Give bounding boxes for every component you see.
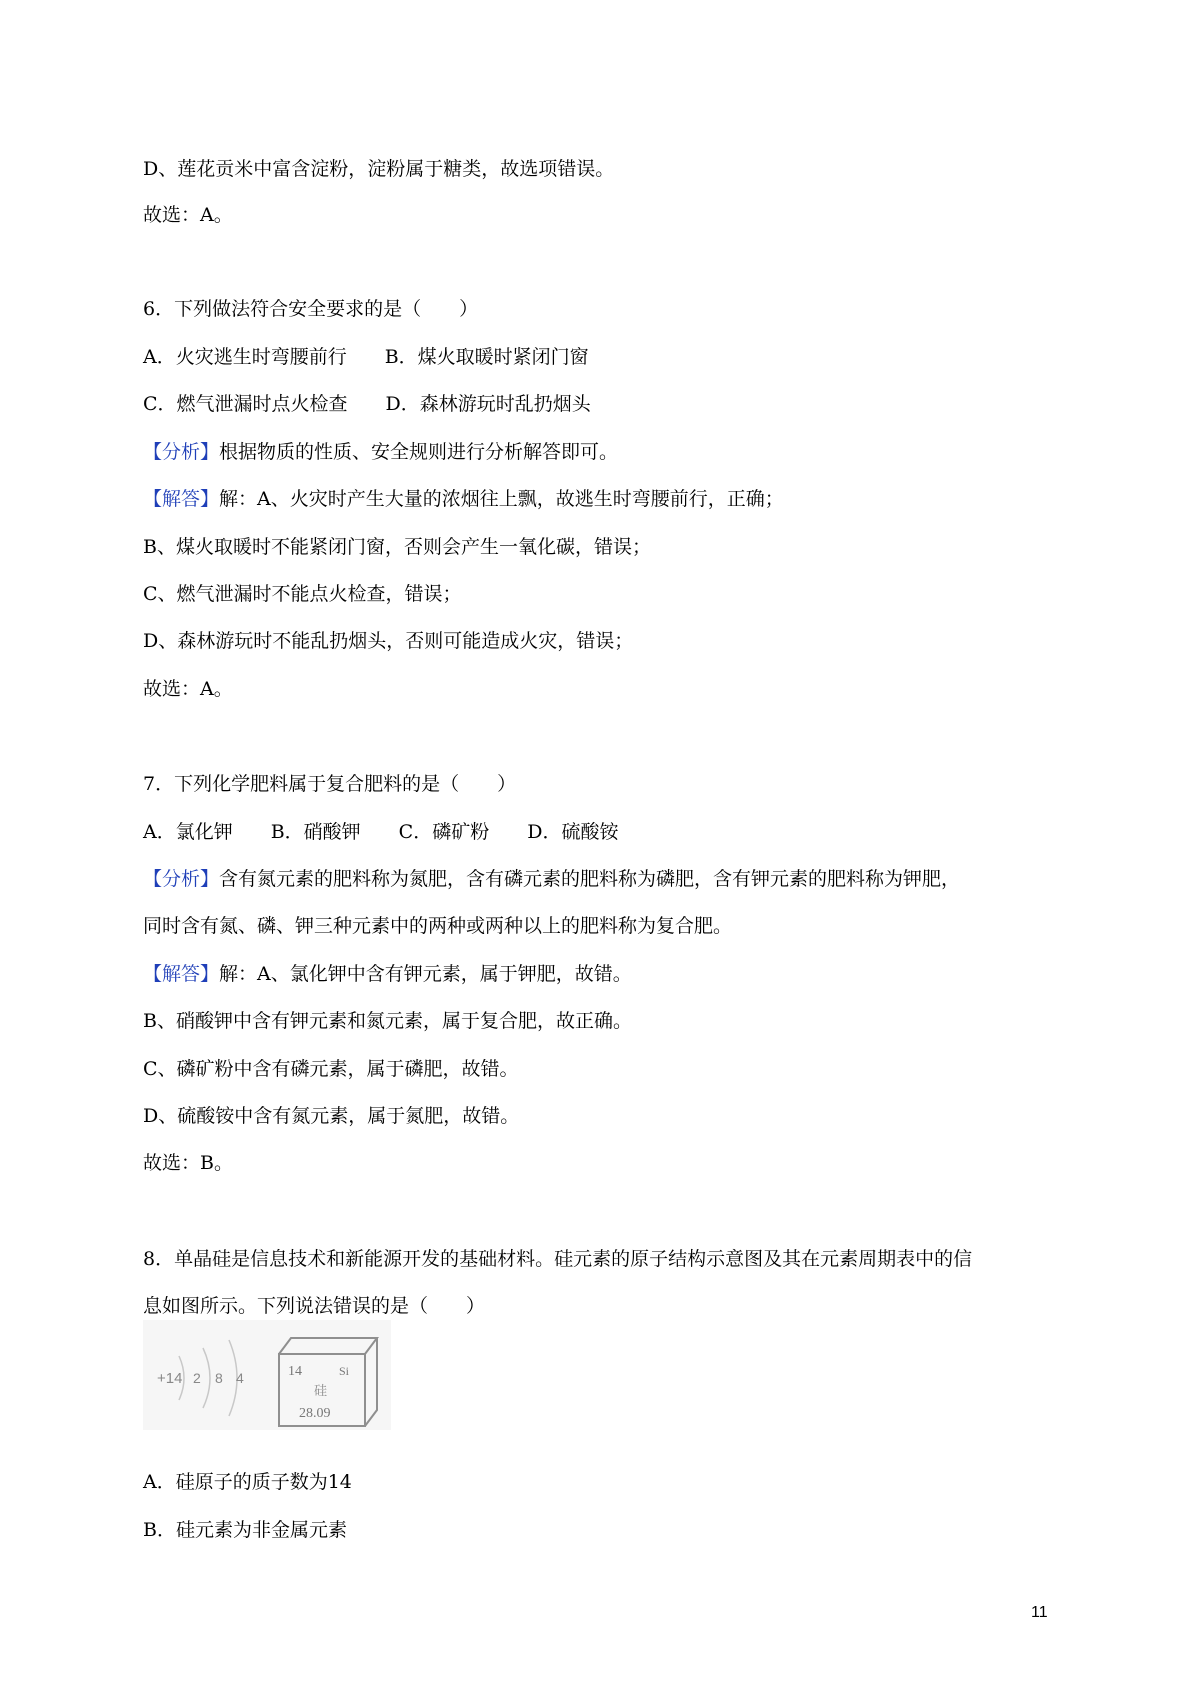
analysis-tag: 【分析】 xyxy=(143,868,220,890)
question-8-stem-cont: 息如图所示。下列说法错误的是（ ） xyxy=(143,1295,486,1317)
atomic-mass: 28.09 xyxy=(299,1406,331,1421)
text-line: 故选：B。 xyxy=(143,1152,233,1174)
nucleus-charge: +14 xyxy=(157,1370,183,1387)
text-line: B、煤火取暖时不能紧闭门窗，否则会产生一氧化碳，错误； xyxy=(143,536,651,558)
answer-tag: 【解答】 xyxy=(143,963,220,985)
analysis-text: 含有氮元素的肥料称为氮肥，含有磷元素的肥料称为磷肥，含有钾元素的肥料称为钾肥， xyxy=(219,868,961,890)
question-7-options: A．氯化钾 B．硝酸钾 C．磷矿粉 D．硫酸铵 xyxy=(143,821,619,843)
element-symbol: Si xyxy=(339,1364,350,1378)
question-6-stem: 6．下列做法符合安全要求的是（ ） xyxy=(143,298,479,320)
analysis-tag: 【分析】 xyxy=(143,441,220,463)
text-line: D、森林游玩时不能乱扔烟头，否则可能造成火灾，错误； xyxy=(143,630,634,652)
analysis-line xyxy=(143,867,960,891)
text-line: 故选：A。 xyxy=(143,678,233,700)
analysis-text: 根据物质的性质、安全规则进行分析解答即可。 xyxy=(219,441,619,463)
question-6-options-cd: C．燃气泄漏时点火检查 D．森林游玩时乱扔烟头 xyxy=(143,393,591,415)
answer-text: 解：A、火灾时产生大量的浓烟往上飘，故逃生时弯腰前行，正确； xyxy=(219,488,784,510)
text-line: D、硫酸铵中含有氮元素，属于氮肥，故错。 xyxy=(143,1105,520,1127)
silicon-figure xyxy=(143,1320,391,1430)
text-line: 故选：A。 xyxy=(143,204,233,226)
shell-electrons-3: 4 xyxy=(236,1370,244,1386)
answer-tag: 【解答】 xyxy=(143,488,220,510)
text-line: C、燃气泄漏时不能点火检查，错误； xyxy=(143,583,462,605)
question-8-option-b: B．硅元素为非金属元素 xyxy=(143,1519,347,1541)
question-8-option-a: A．硅原子的质子数为14 xyxy=(143,1471,352,1493)
page-number: 11 xyxy=(1031,1604,1048,1621)
element-name: 硅 xyxy=(314,1384,328,1399)
question-6-options-ab: A．火灾逃生时弯腰前行 B．煤火取暖时紧闭门窗 xyxy=(143,346,589,368)
text-line: B、硝酸钾中含有钾元素和氮元素，属于复合肥，故正确。 xyxy=(143,1010,632,1032)
answer-line xyxy=(143,487,784,511)
atomic-number: 14 xyxy=(288,1364,302,1379)
shell-electrons-2: 8 xyxy=(215,1370,223,1386)
analysis-line xyxy=(143,440,618,464)
question-7-stem: 7．下列化学肥料属于复合肥料的是（ ） xyxy=(143,773,517,795)
text-line: 同时含有氮、磷、钾三种元素中的两种或两种以上的肥料称为复合肥。 xyxy=(143,915,733,937)
answer-line xyxy=(143,962,632,986)
shell-electrons-1: 2 xyxy=(193,1370,201,1386)
answer-text: 解：A、氯化钾中含有钾元素，属于钾肥，故错。 xyxy=(219,963,632,985)
text-line: D、莲花贡米中富含淀粉，淀粉属于糖类，故选项错误。 xyxy=(143,158,615,180)
question-8-stem: 8．单晶硅是信息技术和新能源开发的基础材料。硅元素的原子结构示意图及其在元素周期表中的信 xyxy=(143,1248,973,1270)
text-line: C、磷矿粉中含有磷元素，属于磷肥，故错。 xyxy=(143,1058,519,1080)
